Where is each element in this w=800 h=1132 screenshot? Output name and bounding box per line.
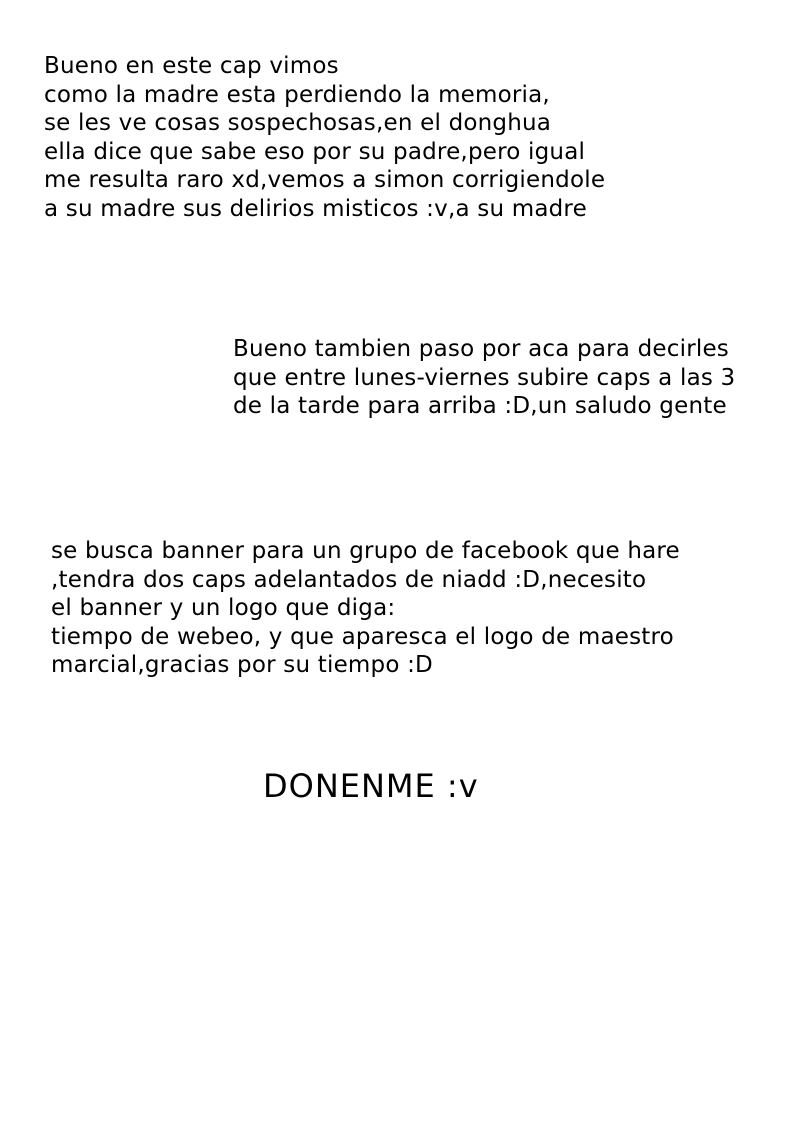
note-line: ,tendra dos caps adelantados de niadd :D,necesito: [51, 566, 647, 593]
note-line: el banner y un logo que diga:: [51, 595, 396, 622]
note-line: tiempo de webeo, y que aparesca el logo de maestro: [51, 623, 674, 650]
note-line: marcial,gracias por su tiempo :D: [51, 652, 433, 679]
note-line: se busca banner para un grupo de facebook que hare: [51, 538, 680, 564]
donation-shout: DONENME :v: [263, 767, 479, 805]
note-line: a su madre sus delirios misticos :v,a su madre: [44, 195, 587, 222]
note-line: Bueno tambien paso por aca para decirles: [233, 336, 729, 362]
note-line: de la tarde para arriba :D,un saludo gente: [233, 393, 727, 420]
note-line: ella dice que sabe eso por su padre,pero igual: [44, 138, 586, 165]
note-line: se les ve cosas sospechosas,en el donghua: [44, 110, 552, 137]
banner-request-note: [51, 537, 680, 680]
note-line: que entre lunes-viernes subire caps a las 3: [233, 364, 736, 391]
schedule-announcement-note: [233, 335, 735, 421]
note-line: como la madre esta perdiendo la memoria,: [44, 81, 550, 108]
note-line: me resulta raro xd,vemos a simon corrigiendole: [44, 167, 606, 194]
note-line: Bueno en este cap vimos: [44, 53, 339, 79]
chapter-summary-note: [44, 52, 605, 224]
